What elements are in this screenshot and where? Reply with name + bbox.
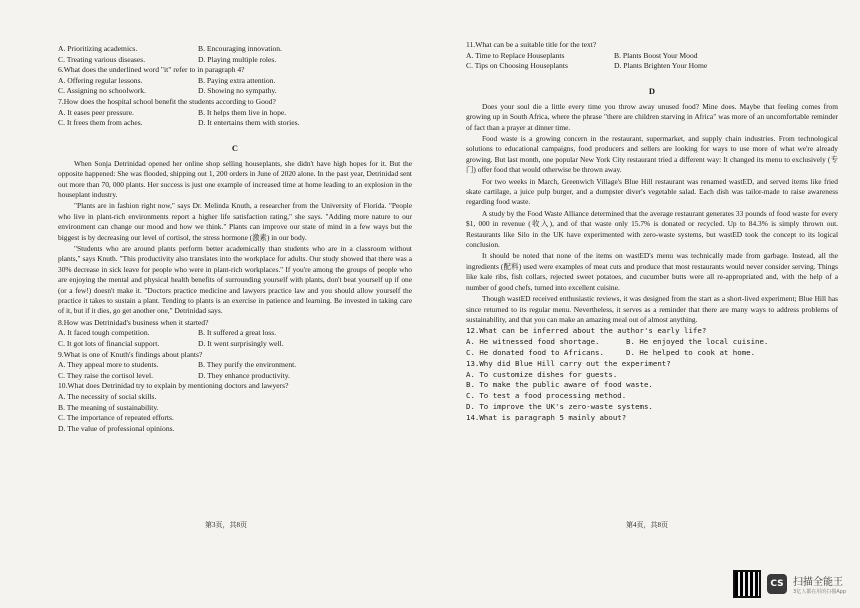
passage-c-paragraph-3: "Students who are around plants perform better academically than students who are in a classroom without plants," says Knuth. "This productivity also translates into the workplace for adults. Our study showed that there was a 30% decrease in sick leave for people who were in plant-rich workplaces." If you're among the groups of people who are enjoying the mental and physical health benefits of surrounding yourself with plants, don't beat yourself up if one (or a few!) doesn't make it. "Doctors practice medicine and lawyers practice law and you should allow yourself the practice it takes to sustain a plant. Tending to plants is an exercise in patience and learning. Be invested in taking care of it, but if it dies, go get another one," Detrinidad says. — [58, 244, 412, 316]
page-number-right: 第4页，共8页 — [626, 521, 668, 529]
option-a: A. Offering regular lessons. — [58, 75, 143, 85]
brand-name: 扫描全能王 — [793, 577, 844, 588]
option-a: A. They appeal more to students. — [58, 360, 159, 370]
brand-text — [793, 573, 846, 595]
q9-options-row-2 — [58, 371, 412, 382]
option-d: D. Showing no sympathy. — [198, 86, 277, 96]
option-d: D. It entertains them with stories. — [198, 118, 300, 128]
q7-options-row-2 — [58, 118, 412, 129]
option-c: C. The importance of repeated efforts. — [58, 413, 174, 423]
option-a: A. Prioritizing academics. — [58, 44, 138, 53]
q6-options-row-1 — [58, 76, 412, 87]
option-b: B. Plants Boost Your Mood — [614, 50, 698, 60]
question-9: 9.What is one of Knuth's findings about plants? — [58, 349, 203, 359]
q7-options-row-1 — [58, 108, 412, 119]
section-heading-d: D — [648, 85, 656, 96]
option-b: B. To make the public aware of food waste. — [466, 380, 653, 390]
option-a: A. It eases peer pressure. — [58, 107, 134, 117]
option-d: D. They enhance productivity. — [198, 370, 290, 380]
option-d: D. He helped to cook at home. — [626, 347, 756, 357]
question-10: 10.What does Detrinidad try to explain by mentioning doctors and lawyers? — [58, 381, 289, 391]
option-c: C. To test a food processing method. — [466, 391, 627, 401]
option-b: B. Paying extra attention. — [198, 75, 276, 85]
q8-options-row-2 — [58, 339, 412, 350]
option-b: B. The meaning of sustainability. — [58, 402, 159, 412]
option-b: B. Encouraging innovation. — [198, 44, 282, 53]
option-a: A. Time to Replace Houseplants — [466, 50, 565, 60]
option-d: D. It went surprisingly well. — [198, 339, 284, 349]
question-8: 8.How was Detrinidad's business when it started? — [58, 317, 209, 327]
q11-options-row-1 — [466, 51, 838, 62]
option-c: C. They raise the cortisol level. — [58, 370, 153, 380]
scanner-watermark — [733, 570, 846, 598]
option-c: C. He donated food to Africans. — [466, 347, 604, 357]
camscanner-logo-icon: CS — [767, 574, 787, 594]
q11-options-row-2 — [466, 61, 838, 72]
top-options-row-2 — [58, 55, 412, 66]
option-c: C. It frees them from aches. — [58, 118, 143, 128]
brand-tagline: 3亿人都在用的扫描App — [793, 589, 846, 595]
option-b: B. It suffered a great loss. — [198, 328, 277, 338]
option-d: D. To improve the UK's zero-waste systems. — [466, 401, 653, 411]
option-d: D. The value of professional opinions. — [58, 423, 175, 433]
q8-options-row-1 — [58, 328, 412, 339]
q9-options-row-1 — [58, 360, 412, 371]
question-14: 14.What is paragraph 5 mainly about? — [466, 412, 627, 422]
passage-d-paragraph-5: It should be noted that none of the items on wastED's menu was technically made from garbage. Instead, all the ingredients (配料) used were examples of meat cuts and produce that most restaurants would never consider serving. Things like kale ribs, fish collars, rejected sweet potatoes, and cucumber butts were all re-appropriated and, with the help of a number of good chefs, turned into excellent cuisine. — [466, 251, 838, 292]
option-d: D. Plants Brighten Your Home — [614, 61, 708, 71]
option-b: B. He enjoyed the local cuisine. — [626, 337, 769, 347]
option-c: C. Tips on Choosing Houseplants — [466, 61, 568, 71]
option-d: D. Playing multiple roles. — [198, 54, 277, 64]
question-11: 11.What can be a suitable title for the text? — [466, 40, 597, 49]
question-7: 7.How does the hospital school benefit the students according to Good? — [58, 96, 276, 106]
option-b: B. They purify the environment. — [198, 360, 297, 370]
page-number-left: 第3页，共8页 — [205, 521, 247, 529]
option-a: A. To customize dishes for guests. — [466, 369, 618, 379]
option-c: C. Treating various diseases. — [58, 54, 146, 64]
passage-d-paragraph-4: A study by the Food Waste Alliance determined that the average restaurant generates 33 pounds of food waste for every $1, 000 in revenue (收入), and of that waste only 15.7% is donated or recycled. Up to 84.3% is simply thrown out. Restaurants like Silo in the UK have experimented with zero-waste systems, but wastED took the concept to its logical conclusion. — [466, 208, 838, 250]
passage-d-paragraph-2: Food waste is a growing concern in the restaurant, supermarket, and supply chain industries. From technological solutions to educational campaigns, food producers and sellers are looking for ways to use more of what we're already growing. But last month, one popular New York City restaurant tried a different way: It changed its menu to exclusively (专门) offer food that would otherwise be thrown away. — [466, 134, 838, 175]
question-12: 12.What can be inferred about the author's early life? — [466, 326, 707, 336]
option-a: A. He witnessed food shortage. — [466, 337, 600, 347]
passage-d-paragraph-3: For two weeks in March, Greenwich Village's Blue Hill restaurant was renamed wastED, and served items like fried skate cartilage, a juice pulp burger, and a dumpster diver's vegetable salad. Each dish was tailor-made to raise awareness regarding food waste. — [466, 176, 838, 207]
q12-options-row-2 — [466, 348, 838, 359]
option-a: A. It faced tough competition. — [58, 328, 150, 338]
option-c: C. Assigning no schoolwork. — [58, 86, 146, 96]
q6-options-row-2 — [58, 86, 412, 97]
top-options-row-1 — [58, 44, 412, 55]
passage-c-paragraph-1: When Sonja Detrinidad opened her online shop selling houseplants, she didn't have high hopes for it. But the opposite happened: She was flooded, shipping out 1, 200 orders in June of 2020 alone. In the past year, Detrinidad sent out more than 70, 000 plants. Her success is just one example of increased time at home leading to an explosion in the houseplant industry. — [58, 158, 412, 199]
option-c: C. It got lots of financial support. — [58, 339, 160, 349]
right-page — [430, 0, 860, 608]
q12-options-row-1 — [466, 337, 838, 348]
question-6: 6.What does the underlined word "it" refer to in paragraph 4? — [58, 65, 245, 75]
option-b: B. It helps them live in hope. — [198, 107, 287, 117]
question-13: 13.Why did Blue Hill carry out the experiment? — [466, 358, 671, 368]
qr-code-icon — [733, 570, 761, 598]
section-heading-c: C — [231, 142, 239, 153]
passage-d-paragraph-1: Does your soul die a little every time you throw away unused food? Mine does. Maybe that feeling comes from growing up in South Africa, where the phrase "there are children starving in Africa" was more of an uncomfortable reminder of fact than a prayer at dinner time. — [466, 101, 838, 132]
passage-d-paragraph-6: Though wastED received enthusiastic reviews, it was designed from the start as a short-lived experiment; Blue Hill has since returned to its regular menu. Nevertheless, it serves as a reminder that there are many ways to address problems of sustainability, and that you can make an amazing meal out of almost anything. — [466, 294, 838, 324]
passage-c-paragraph-2: "Plants are in fashion right now," says Dr. Melinda Knuth, a researcher from the University of Florida. "People who live in plant-rich environments report a higher life satisfaction rating," she says. "Adding more nature to our environment can change our mood and how we think." Plants can improve our state of mind in a few ways but the biggest is by decreasing our level of cortisol, the stress hormone (激素) in our body. — [58, 201, 412, 242]
option-a: A. The necessity of social skills. — [58, 392, 157, 401]
